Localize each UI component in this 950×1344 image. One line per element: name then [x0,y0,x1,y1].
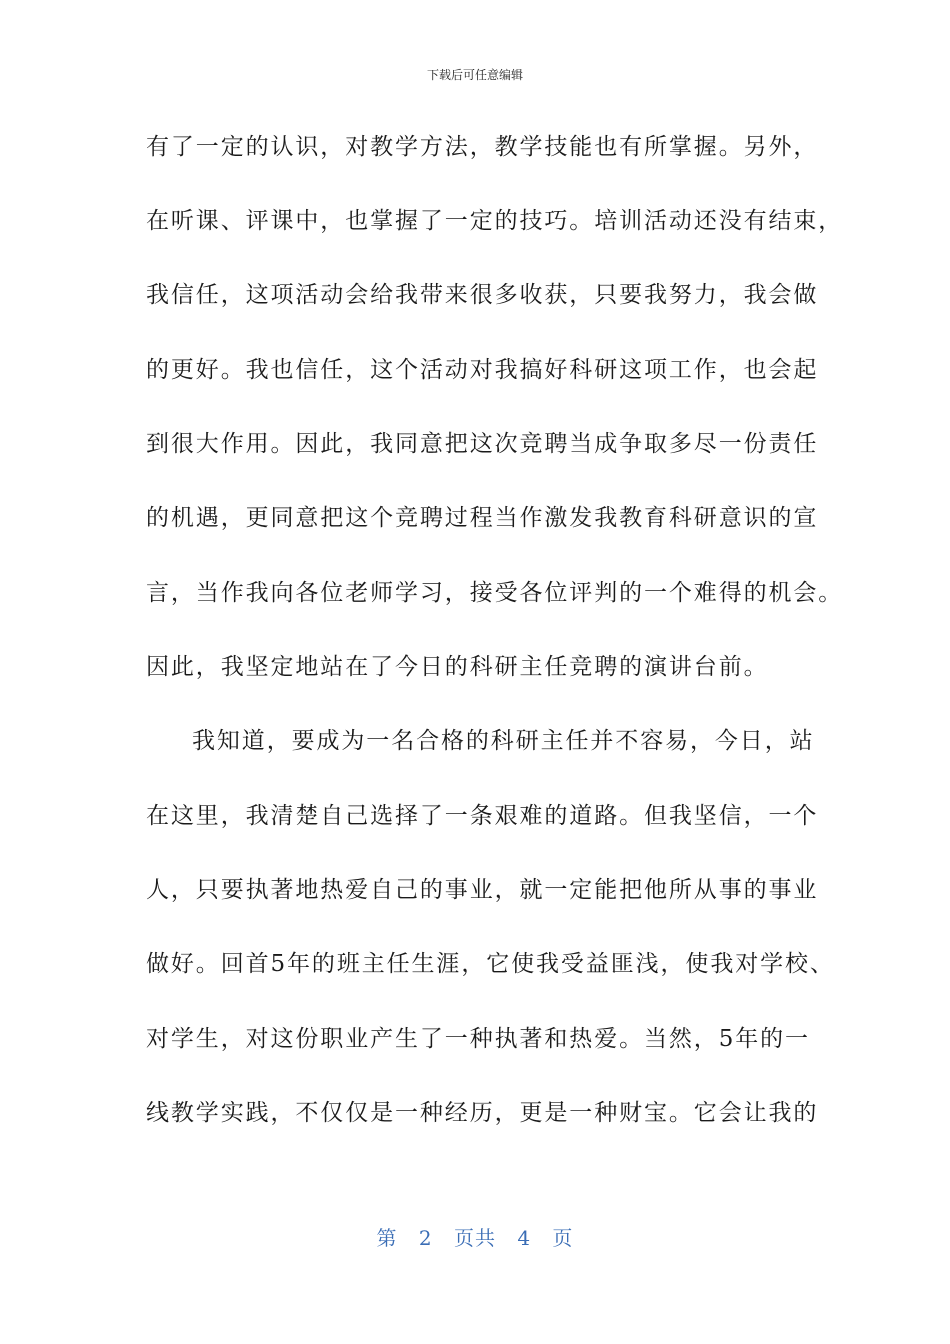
body-line: 的更好。我也信任，这个活动对我搞好科研这项工作，也会起 [146,357,819,383]
body-line: 在听课、评课中，也掌握了一定的技巧。培训活动还没有结束， [146,208,844,234]
body-line: 在这里，我清楚自己选择了一条艰难的道路。但我坚信，一个 [146,803,819,829]
page-footer: 第 2 页共 4 页 [376,1226,574,1250]
body-line: 做好。回首5年的班主任生涯，它使我受益匪浅，使我对学校、 [146,951,835,977]
body-line: 因此，我坚定地站在了今日的科研主任竞聘的演讲台前。 [146,654,769,680]
page-header: 下载后可任意编辑 [426,68,523,82]
body-line: 的机遇，更同意把这个竞聘过程当作激发我教育科研意识的宣 [146,505,819,531]
body-line: 到很大作用。因此，我同意把这次竞聘当成争取多尽一份责任 [146,431,819,457]
body-line: 线教学实践，不仅仅是一种经历，更是一种财宝。它会让我的 [146,1100,819,1126]
body-line: 对学生，对这份职业产生了一种执著和热爱。当然，5年的一 [146,1026,810,1052]
body-line: 人，只要执著地热爱自己的事业，就一定能把他所从事的事业 [146,877,819,903]
body-line: 言，当作我向各位老师学习，接受各位评判的一个难得的机会。 [146,580,844,606]
body-line-indented: 我知道，要成为一名合格的科研主任并不容易，今日，站 [192,728,815,754]
body-line: 我信任，这项活动会给我带来很多收获，只要我努力，我会做 [146,282,819,308]
body-line: 有了一定的认识，对教学方法，教学技能也有所掌握。另外， [146,134,819,160]
